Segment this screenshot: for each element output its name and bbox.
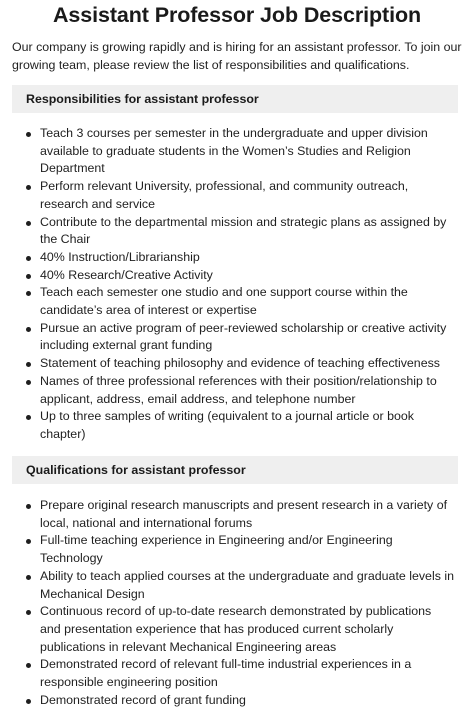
intro-paragraph: Our company is growing rapidly and is hiring for an assistant professor. To join our growing team, please review the list of responsibilities and qualifications. <box>12 40 462 72</box>
list-item: Prepare original research manuscripts and present research in a variety of local, national and international forums <box>24 497 454 532</box>
list-item: Contribute to the departmental mission and strategic plans as assigned by the Chair <box>24 214 454 249</box>
list-item: Teach 3 courses per semester in the undergraduate and upper division available to graduate students in the Women’s Studies and Religion Department <box>24 125 454 178</box>
qualifications-heading: Qualifications for assistant professor <box>12 456 458 484</box>
list-item: Ability to teach applied courses at the undergraduate and graduate levels in Mechanical Design <box>24 568 454 603</box>
list-item: Demonstrated record of grant funding <box>24 692 454 710</box>
list-item: Teach each semester one studio and one support course within the candidate’s area of interest or expertise <box>24 284 454 319</box>
list-item: Up to three samples of writing (equivalent to a journal article or book chapter) <box>24 408 454 443</box>
page-title: Assistant Professor Job Description <box>52 3 422 27</box>
list-item: Statement of teaching philosophy and evidence of teaching effectiveness <box>24 355 454 373</box>
list-item: Demonstrated record of relevant full-time industrial experiences in a responsible engineering position <box>24 656 454 691</box>
responsibilities-heading: Responsibilities for assistant professor <box>12 85 458 113</box>
list-item: Full-time teaching experience in Engineering and/or Engineering Technology <box>24 532 454 567</box>
list-item: Names of three professional references with their position/relationship to applicant, address, email address, and telephone number <box>24 373 454 408</box>
list-item: 40% Research/Creative Activity <box>24 267 454 285</box>
qualifications-list <box>24 497 454 709</box>
list-item: 40% Instruction/Librarianship <box>24 249 454 267</box>
list-item: Perform relevant University, professional, and community outreach, research and service <box>24 178 454 213</box>
list-item: Pursue an active program of peer-reviewed scholarship or creative activity including external grant funding <box>24 320 454 355</box>
list-item: Continuous record of up-to-date research demonstrated by publications and presentation experience that has produced current scholarly publications in relevant Mechanical Engineering areas <box>24 603 454 656</box>
responsibilities-list <box>24 125 454 444</box>
